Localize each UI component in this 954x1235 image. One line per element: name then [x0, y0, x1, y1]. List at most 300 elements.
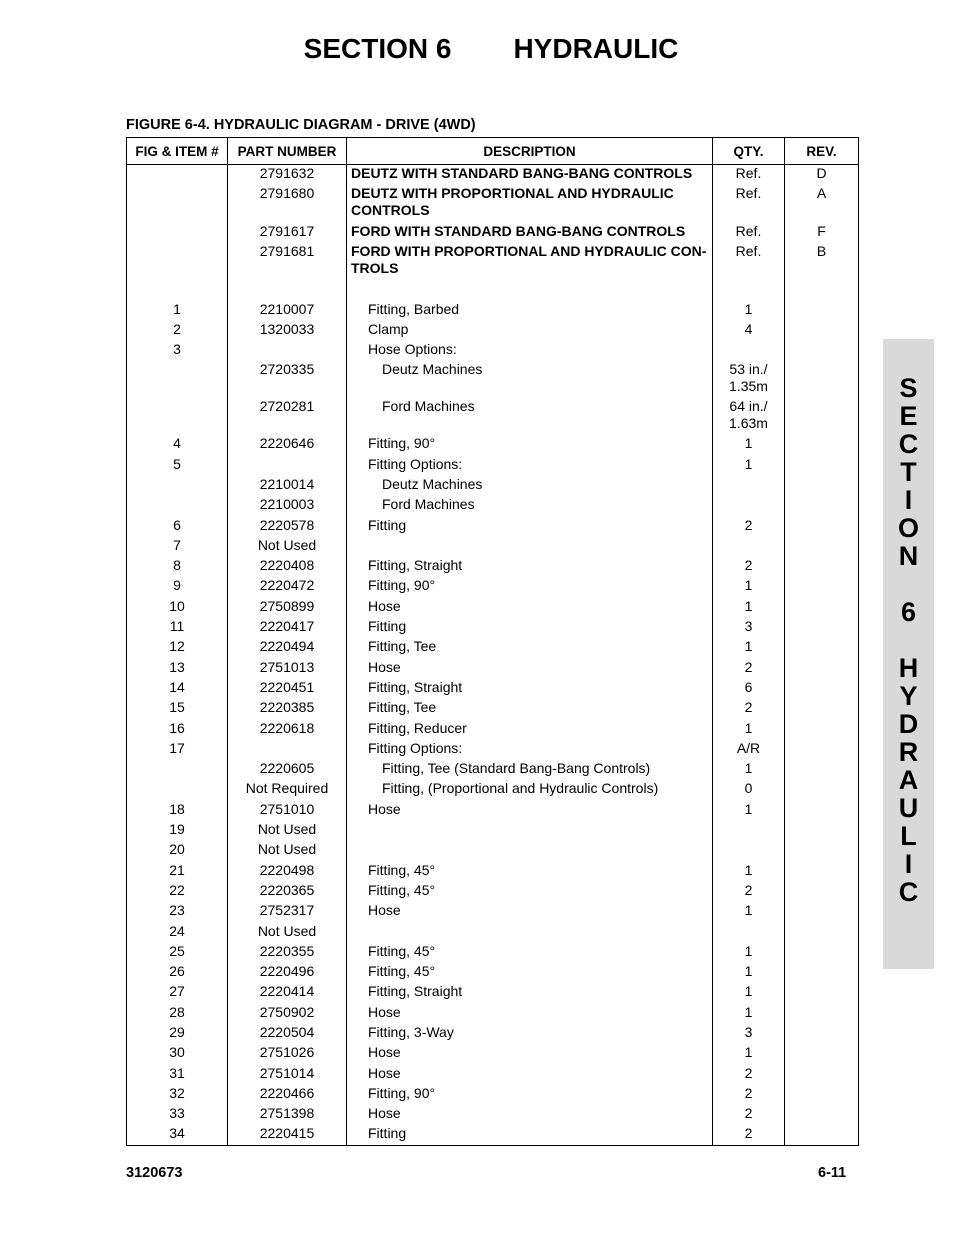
cell-description [347, 862, 713, 882]
cell-qty: 3 [713, 1024, 785, 1044]
cell-qty: 4 [713, 321, 785, 341]
cell-qty: 1 [713, 862, 785, 882]
table-row [127, 517, 859, 537]
cell-fig-item: 6 [127, 517, 228, 537]
cell-rev [785, 699, 859, 719]
cell-rev: B [785, 243, 859, 301]
table-row [127, 476, 859, 496]
side-tab-letter: R [898, 737, 919, 767]
description-text: Fitting, Reducer [368, 719, 467, 736]
side-tab-letter: O [897, 513, 919, 543]
cell-qty: 1 [713, 598, 785, 618]
side-tab-letter: 6 [900, 597, 917, 627]
cell-fig-item: 18 [127, 801, 228, 821]
cell-fig-item [127, 185, 228, 223]
cell-description [347, 923, 713, 943]
description-text: Fitting, 3-Way [368, 1024, 454, 1040]
cell-rev [785, 902, 859, 922]
description-text: DEUTZ WITH PROPORTIONAL AND HYDRAULIC CONTROLS [351, 184, 674, 218]
cell-qty: 2 [713, 699, 785, 719]
cell-part-number: 2220646 [228, 435, 347, 455]
description-text: Hose [368, 1003, 401, 1020]
cell-rev: A [785, 185, 859, 223]
side-tab-letter: N [898, 541, 919, 571]
table-row [127, 301, 859, 321]
cell-rev [785, 1125, 859, 1145]
side-tab-letter: A [898, 765, 919, 795]
cell-description [347, 801, 713, 821]
table-row [127, 185, 859, 223]
table-header-row [127, 138, 859, 165]
table-row [127, 618, 859, 638]
cell-qty: 1 [713, 943, 785, 963]
cell-description [347, 659, 713, 679]
cell-rev [785, 1024, 859, 1044]
side-tab-letter [883, 626, 934, 654]
cell-description [347, 517, 713, 537]
cell-part-number [228, 341, 347, 361]
cell-qty: 2 [713, 659, 785, 679]
cell-qty: 1 [713, 963, 785, 983]
table-row [127, 841, 859, 861]
table-row [127, 1085, 859, 1105]
description-text: Fitting, Tee [368, 638, 437, 655]
cell-part-number: 2791632 [228, 165, 347, 185]
cell-part-number: 2220365 [228, 882, 347, 902]
cell-qty [713, 537, 785, 557]
col-header-part-number: PART NUMBER [228, 138, 347, 165]
cell-description [347, 638, 713, 658]
cell-part-number: 2220605 [228, 760, 347, 780]
cell-description [347, 1125, 713, 1145]
cell-qty: 1 [713, 1044, 785, 1064]
cell-qty: 2 [713, 882, 785, 902]
cell-fig-item [127, 760, 228, 780]
cell-description [347, 496, 713, 516]
cell-fig-item: 22 [127, 882, 228, 902]
cell-description [347, 598, 713, 618]
table-row [127, 598, 859, 618]
cell-fig-item: 9 [127, 577, 228, 597]
description-text: Fitting Options: [368, 455, 463, 472]
cell-description [347, 618, 713, 638]
table-row [127, 1065, 859, 1085]
cell-qty: 1 [713, 435, 785, 455]
cell-rev [785, 398, 859, 435]
description-text: Fitting, Tee [368, 699, 437, 716]
description-text: Fitting [368, 516, 407, 533]
cell-qty: 0 [713, 780, 785, 800]
description-text: Hose [368, 1044, 401, 1061]
cell-part-number: 2210007 [228, 301, 347, 321]
description-text: Fitting [368, 1125, 407, 1142]
cell-rev [785, 760, 859, 780]
description-text: Hose [368, 902, 401, 919]
description-text: Clamp [368, 320, 409, 337]
cell-rev [785, 341, 859, 361]
cell-part-number: Not Required [228, 780, 347, 800]
cell-fig-item: 19 [127, 821, 228, 841]
cell-qty: A/R [713, 740, 785, 760]
cell-description [347, 435, 713, 455]
description-text: Fitting, Barbed [368, 300, 460, 317]
page-number: 6-11 [818, 1165, 847, 1181]
cell-rev [785, 1044, 859, 1064]
cell-part-number: 2220472 [228, 577, 347, 597]
document-number: 3120673 [126, 1165, 183, 1181]
description-text: FORD WITH PROPORTIONAL AND HYDRAULIC CON-TROLS [351, 242, 707, 276]
page-header [0, 33, 954, 65]
cell-part-number: 2751013 [228, 659, 347, 679]
cell-rev [785, 720, 859, 740]
cell-description [347, 1105, 713, 1125]
side-tab-letter: S [899, 373, 918, 403]
cell-qty: 2 [713, 1065, 785, 1085]
cell-part-number [228, 740, 347, 760]
cell-fig-item: 5 [127, 456, 228, 476]
table-row [127, 882, 859, 902]
table-row [127, 1105, 859, 1125]
cell-qty: 1 [713, 760, 785, 780]
cell-rev [785, 659, 859, 679]
section-side-tab [883, 339, 934, 969]
cell-fig-item: 26 [127, 963, 228, 983]
cell-description [347, 301, 713, 321]
side-tab-letter: T [900, 457, 917, 487]
cell-rev [785, 963, 859, 983]
description-text: Fitting, Straight [368, 983, 463, 1000]
cell-fig-item: 25 [127, 943, 228, 963]
description-text: Hose Options: [368, 341, 457, 358]
cell-description [347, 1024, 713, 1044]
cell-fig-item [127, 243, 228, 301]
cell-part-number: 2220494 [228, 638, 347, 658]
cell-fig-item: 1 [127, 301, 228, 321]
cell-part-number: Not Used [228, 923, 347, 943]
table-row [127, 923, 859, 943]
description-text: Hose [368, 597, 401, 614]
cell-part-number: 2220417 [228, 618, 347, 638]
cell-fig-item: 27 [127, 983, 228, 1003]
cell-part-number: Not Used [228, 821, 347, 841]
cell-description [347, 1065, 713, 1085]
table-row [127, 577, 859, 597]
cell-fig-item: 8 [127, 557, 228, 577]
table-row [127, 1044, 859, 1064]
cell-part-number: 2220504 [228, 1024, 347, 1044]
cell-rev [785, 1085, 859, 1105]
cell-rev: D [785, 165, 859, 185]
cell-fig-item: 11 [127, 618, 228, 638]
cell-part-number: 2791617 [228, 223, 347, 243]
cell-qty: 1 [713, 638, 785, 658]
side-tab-letter: E [899, 401, 918, 431]
cell-rev [785, 923, 859, 943]
cell-description [347, 740, 713, 760]
cell-fig-item [127, 361, 228, 398]
cell-part-number: Not Used [228, 841, 347, 861]
cell-rev [785, 435, 859, 455]
cell-part-number: 2210003 [228, 496, 347, 516]
cell-description [347, 760, 713, 780]
cell-rev [785, 476, 859, 496]
cell-qty: 1 [713, 902, 785, 922]
cell-part-number: 2750902 [228, 1004, 347, 1024]
table-row [127, 456, 859, 476]
cell-fig-item: 34 [127, 1125, 228, 1145]
figure-title: FIGURE 6-4. HYDRAULIC DIAGRAM - DRIVE (4WD) [126, 117, 476, 133]
cell-rev [785, 577, 859, 597]
cell-qty: 1 [713, 301, 785, 321]
cell-fig-item [127, 398, 228, 435]
cell-part-number: 2752317 [228, 902, 347, 922]
cell-description [347, 679, 713, 699]
description-text: Fitting, Tee (Standard Bang-Bang Controls) [382, 760, 651, 777]
cell-rev [785, 598, 859, 618]
cell-part-number: 2220451 [228, 679, 347, 699]
table-row [127, 780, 859, 800]
table-row [127, 659, 859, 679]
cell-rev [785, 882, 859, 902]
cell-qty: 1 [713, 577, 785, 597]
cell-fig-item: 2 [127, 321, 228, 341]
cell-part-number: 2720281 [228, 398, 347, 435]
table-row [127, 740, 859, 760]
table-row [127, 223, 859, 243]
col-header-description: DESCRIPTION [347, 138, 713, 165]
cell-fig-item: 23 [127, 902, 228, 922]
cell-part-number: 2220496 [228, 963, 347, 983]
cell-rev [785, 841, 859, 861]
cell-rev [785, 780, 859, 800]
table-row [127, 321, 859, 341]
cell-part-number: 2791681 [228, 243, 347, 301]
cell-rev [785, 1105, 859, 1125]
cell-fig-item: 4 [127, 435, 228, 455]
table-row [127, 699, 859, 719]
cell-rev [785, 496, 859, 516]
description-text: Fitting, 90° [368, 1084, 436, 1101]
cell-rev [785, 517, 859, 537]
cell-qty [713, 923, 785, 943]
cell-rev [785, 618, 859, 638]
cell-fig-item [127, 223, 228, 243]
cell-part-number [228, 456, 347, 476]
side-tab-letter: I [904, 849, 913, 879]
cell-fig-item: 17 [127, 740, 228, 760]
cell-qty: 2 [713, 1125, 785, 1145]
cell-rev [785, 557, 859, 577]
description-text: Fitting, (Proportional and Hydraulic Controls) [382, 780, 659, 797]
cell-part-number: 2751026 [228, 1044, 347, 1064]
cell-part-number: 2220415 [228, 1125, 347, 1145]
cell-part-number: 1320033 [228, 321, 347, 341]
cell-qty: 1 [713, 456, 785, 476]
cell-rev [785, 638, 859, 658]
cell-fig-item [127, 496, 228, 516]
description-text: Fitting, 45° [368, 963, 436, 980]
table-row [127, 760, 859, 780]
cell-rev [785, 983, 859, 1003]
cell-rev: F [785, 223, 859, 243]
table-row [127, 679, 859, 699]
cell-fig-item [127, 165, 228, 185]
cell-part-number: 2220408 [228, 557, 347, 577]
cell-rev [785, 679, 859, 699]
description-text: DEUTZ WITH STANDARD BANG-BANG CONTROLS [351, 165, 693, 181]
description-text: Deutz Machines [382, 361, 483, 378]
cell-fig-item: 12 [127, 638, 228, 658]
cell-description [347, 1085, 713, 1105]
table-row [127, 557, 859, 577]
cell-rev [785, 456, 859, 476]
cell-description [347, 398, 713, 435]
cell-fig-item: 13 [127, 659, 228, 679]
side-tab-letter: D [898, 709, 919, 739]
cell-description [347, 943, 713, 963]
cell-qty: 2 [713, 1085, 785, 1105]
table-row [127, 638, 859, 658]
cell-description [347, 720, 713, 740]
cell-rev [785, 821, 859, 841]
cell-rev [785, 801, 859, 821]
cell-fig-item: 3 [127, 341, 228, 361]
table-row [127, 341, 859, 361]
cell-description [347, 321, 713, 341]
cell-qty: 1 [713, 983, 785, 1003]
cell-description [347, 1044, 713, 1064]
cell-rev [785, 1004, 859, 1024]
section-title: HYDRAULIC [513, 33, 679, 64]
cell-qty: 1 [713, 1004, 785, 1024]
description-text: Fitting, 45° [368, 861, 436, 878]
table-row [127, 821, 859, 841]
cell-rev [785, 862, 859, 882]
cell-part-number: 2220414 [228, 983, 347, 1003]
cell-part-number: 2720335 [228, 361, 347, 398]
cell-rev [785, 943, 859, 963]
cell-part-number: 2210014 [228, 476, 347, 496]
cell-fig-item: 15 [127, 699, 228, 719]
cell-description [347, 361, 713, 398]
cell-part-number: 2750899 [228, 598, 347, 618]
table-row [127, 165, 859, 185]
cell-qty: 6 [713, 679, 785, 699]
cell-fig-item [127, 780, 228, 800]
cell-qty: 1 [713, 720, 785, 740]
table-row [127, 1004, 859, 1024]
description-text: Fitting, 90° [368, 435, 436, 452]
side-tab-letter: H [898, 653, 919, 683]
table-row [127, 398, 859, 435]
cell-description [347, 341, 713, 361]
cell-fig-item [127, 476, 228, 496]
side-tab-letters [883, 374, 934, 906]
table-row [127, 902, 859, 922]
cell-part-number: 2220498 [228, 862, 347, 882]
cell-fig-item: 31 [127, 1065, 228, 1085]
table-row [127, 1125, 859, 1145]
cell-qty: Ref. [713, 243, 785, 301]
table-row [127, 496, 859, 516]
cell-rev [785, 537, 859, 557]
cell-fig-item: 30 [127, 1044, 228, 1064]
table-row [127, 361, 859, 398]
cell-qty [713, 496, 785, 516]
col-header-qty: QTY. [713, 138, 785, 165]
cell-fig-item: 29 [127, 1024, 228, 1044]
cell-description [347, 185, 713, 223]
cell-fig-item: 7 [127, 537, 228, 557]
table-row [127, 243, 859, 301]
cell-part-number: 2791680 [228, 185, 347, 223]
cell-part-number: 2220578 [228, 517, 347, 537]
cell-description [347, 223, 713, 243]
description-text: Hose [368, 658, 401, 675]
description-text: Fitting, 45° [368, 942, 436, 959]
cell-part-number: Not Used [228, 537, 347, 557]
side-tab-letter: C [898, 877, 919, 907]
cell-fig-item: 24 [127, 923, 228, 943]
cell-part-number: 2220466 [228, 1085, 347, 1105]
cell-description [347, 963, 713, 983]
description-text: Fitting Options: [368, 739, 463, 756]
cell-qty: Ref. [713, 185, 785, 223]
description-text: Fitting [368, 618, 407, 635]
side-tab-letter [883, 570, 934, 598]
cell-description [347, 537, 713, 557]
cell-rev [785, 301, 859, 321]
cell-part-number: 2220385 [228, 699, 347, 719]
col-header-rev: REV. [785, 138, 859, 165]
table-row [127, 943, 859, 963]
cell-fig-item: 14 [127, 679, 228, 699]
cell-qty [713, 476, 785, 496]
table-row [127, 862, 859, 882]
description-text: Hose [368, 1064, 401, 1081]
cell-fig-item: 16 [127, 720, 228, 740]
cell-qty: 2 [713, 557, 785, 577]
side-tab-letter: L [900, 821, 917, 851]
cell-qty [713, 841, 785, 861]
side-tab-letter: I [904, 485, 913, 515]
description-text: Fitting, Straight [368, 557, 463, 574]
side-tab-letter: Y [899, 681, 918, 711]
cell-description [347, 780, 713, 800]
cell-description [347, 821, 713, 841]
cell-qty: 1 [713, 801, 785, 821]
side-tab-letter: C [898, 429, 919, 459]
table-row [127, 1024, 859, 1044]
description-text: Fitting, 90° [368, 577, 436, 594]
cell-description [347, 983, 713, 1003]
description-text: Hose [368, 1105, 401, 1122]
cell-part-number: 2220618 [228, 720, 347, 740]
cell-description [347, 841, 713, 861]
description-text: FORD WITH STANDARD BANG-BANG CONTROLS [351, 222, 686, 239]
cell-description [347, 1004, 713, 1024]
description-text: Ford Machines [382, 398, 475, 415]
cell-qty: Ref. [713, 223, 785, 243]
cell-part-number: 2751398 [228, 1105, 347, 1125]
cell-rev [785, 740, 859, 760]
table-row [127, 537, 859, 557]
section-number: SECTION 6 [303, 33, 452, 64]
table-row [127, 963, 859, 983]
cell-qty [713, 821, 785, 841]
table-body [127, 165, 859, 1146]
cell-description [347, 557, 713, 577]
